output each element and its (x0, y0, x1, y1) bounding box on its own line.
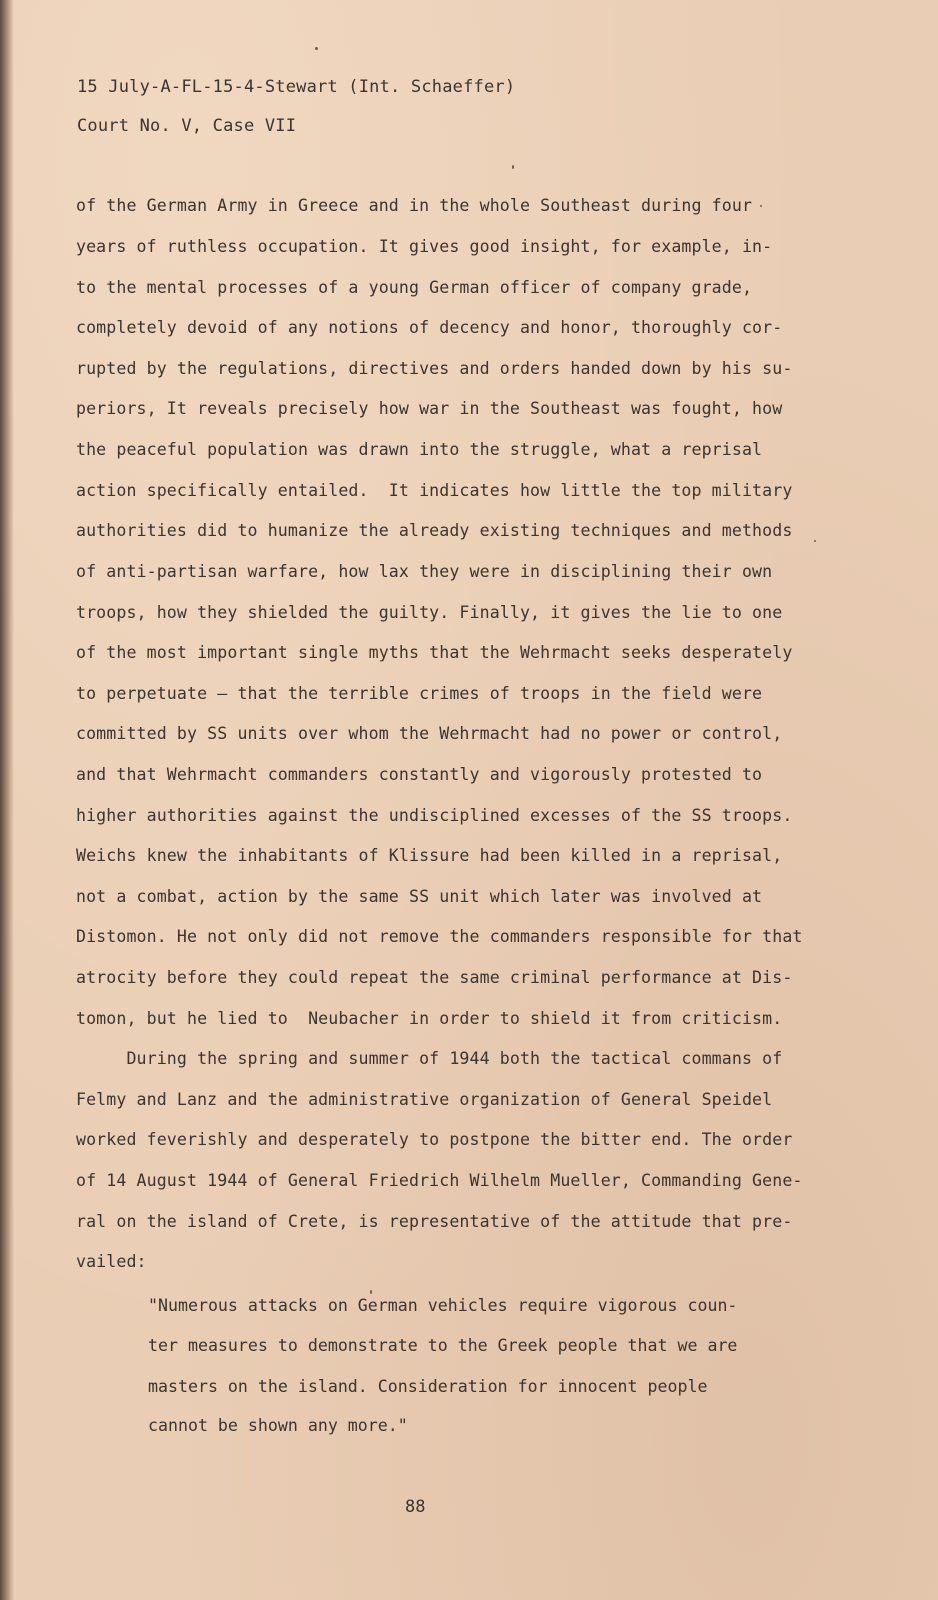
paper-speck (370, 1290, 372, 1294)
body-line: of the most important single myths that the Wehrmacht seeks desperately (76, 643, 793, 662)
body-line: of anti-partisan warfare, how lax they were in disciplining their own (76, 562, 773, 581)
body-line: to the mental processes of a young German officer of company grade, (76, 278, 753, 297)
page-number: 88 (405, 1497, 426, 1517)
body-line: the peaceful population was drawn into the struggle, what a reprisal (76, 440, 763, 459)
body-line: authorities did to humanize the already existing techniques and methods (76, 521, 793, 540)
body-line: tomon, but he lied to Neubacher in order to shield it from criticism. (76, 1009, 783, 1028)
paper-speck (315, 47, 318, 50)
body-line: not a combat, action by the same SS unit which later was involved at (76, 887, 763, 906)
body-line: Felmy and Lanz and the administrative organization of General Speidel (76, 1090, 773, 1109)
body-line: worked feverishly and desperately to postpone the bitter end. The order (76, 1130, 793, 1149)
body-line: periors, It reveals precisely how war in the Southeast was fought, how (76, 399, 783, 418)
quote-line: "Numerous attacks on German vehicles require vigorous coun- (148, 1296, 738, 1315)
page-binding-edge (0, 0, 14, 1600)
header-court-line: Court No. V, Case VII (77, 116, 297, 136)
body-line: of the German Army in Greece and in the whole Southeast during four (76, 196, 753, 215)
body-line: to perpetuate — that the terrible crimes of troops in the field were (76, 684, 763, 703)
body-line: Weichs knew the inhabitants of Klissure had been killed in a reprisal, (76, 846, 783, 865)
body-line: atrocity before they could repeat the same criminal performance at Dis- (76, 968, 793, 987)
body-line: Distomon. He not only did not remove the commanders responsible for that (76, 927, 803, 946)
body-line: vailed: (76, 1252, 147, 1271)
body-line: of 14 August 1944 of General Friedrich Wilhelm Mueller, Commanding Gene- (76, 1171, 803, 1190)
paragraph-start-line: During the spring and summer of 1944 both the tactical commans of (76, 1049, 783, 1068)
paper-speck (760, 205, 762, 207)
paper-speck (512, 165, 514, 169)
body-line: troops, how they shielded the guilty. Finally, it gives the lie to one (76, 603, 783, 622)
header-reference-line: 15 July-A-FL-15-4-Stewart (Int. Schaeffer) (77, 77, 516, 97)
quote-line: cannot be shown any more." (148, 1416, 408, 1435)
body-line: ral on the island of Crete, is representative of the attitude that pre- (76, 1212, 793, 1231)
body-line: higher authorities against the undisciplined excesses of the SS troops. (76, 806, 793, 825)
body-line: years of ruthless occupation. It gives good insight, for example, in- (76, 237, 773, 256)
body-line: completely devoid of any notions of decency and honor, thoroughly cor- (76, 318, 783, 337)
body-line: action specifically entailed. It indicates how little the top military (76, 481, 793, 500)
quote-line: ter measures to demonstrate to the Greek people that we are (148, 1336, 738, 1355)
body-line: rupted by the regulations, directives and orders handed down by his su- (76, 359, 793, 378)
paper-speck (814, 540, 816, 542)
quote-line: masters on the island. Consideration for innocent people (148, 1377, 708, 1396)
body-line: committed by SS units over whom the Wehrmacht had no power or control, (76, 724, 783, 743)
body-line: and that Wehrmacht commanders constantly and vigorously protested to (76, 765, 763, 784)
